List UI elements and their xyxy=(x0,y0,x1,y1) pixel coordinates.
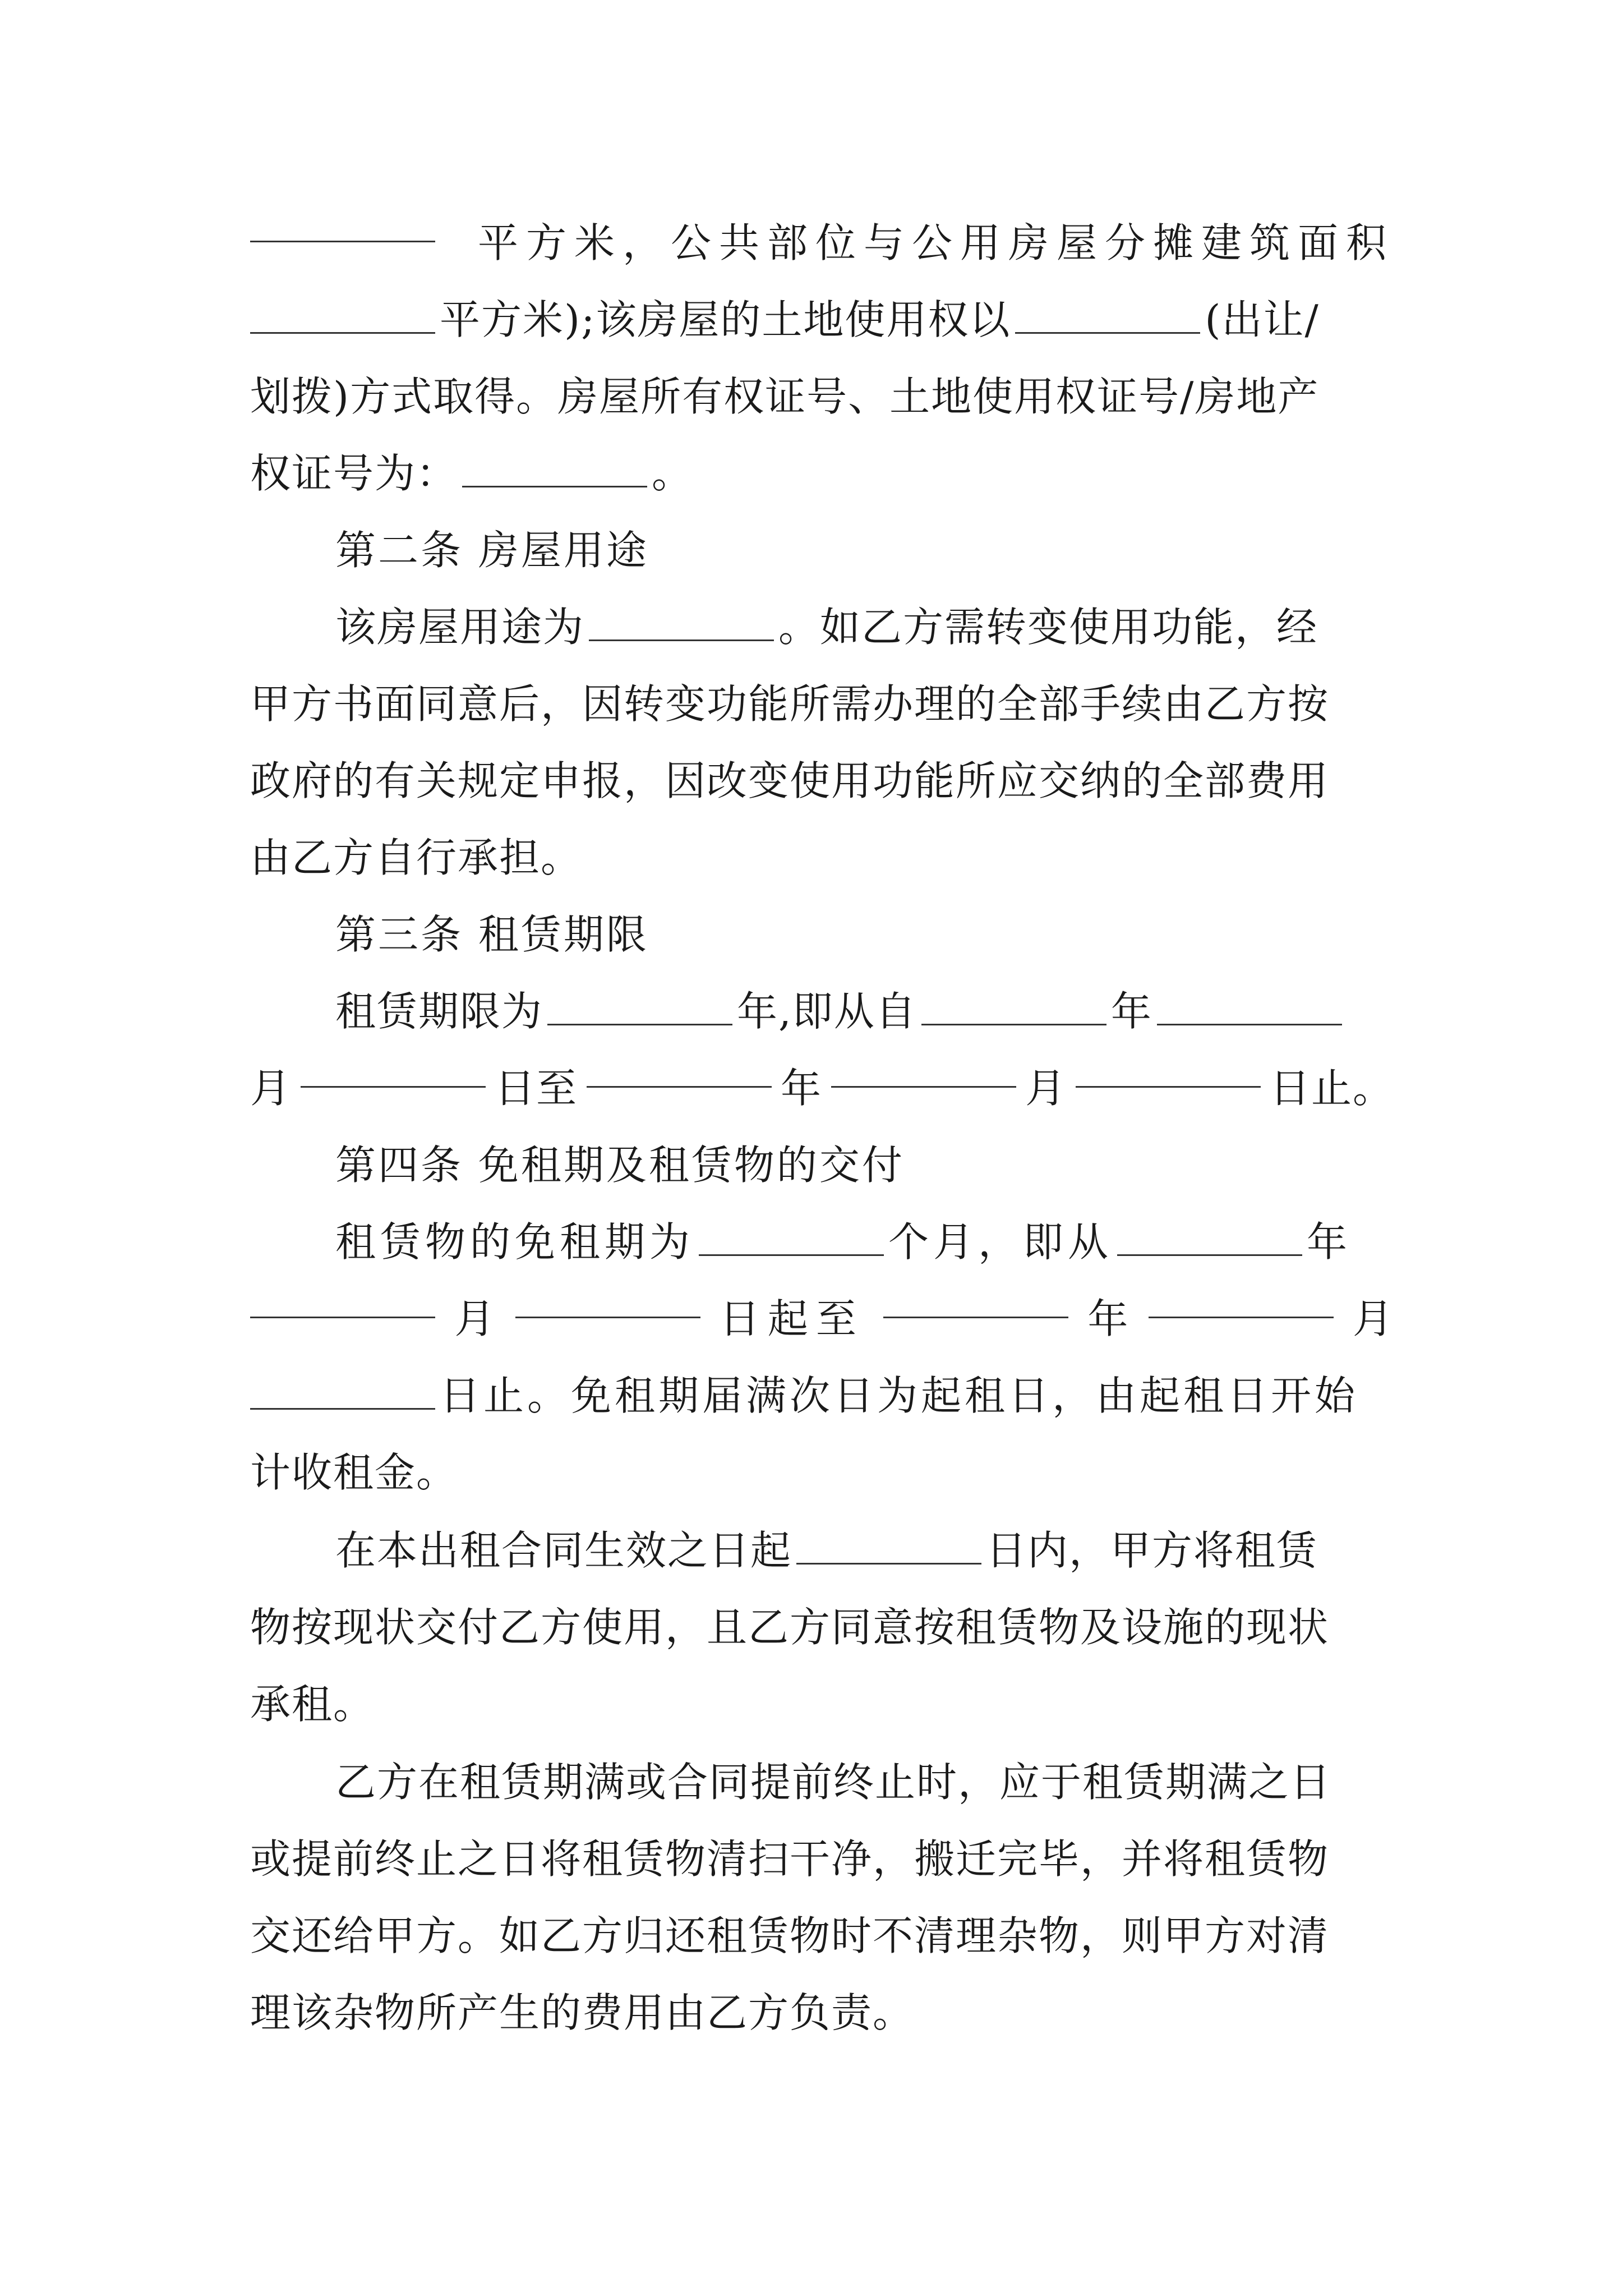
text-segment: 年 xyxy=(1087,1295,1129,1342)
text-segment: 权证号为： xyxy=(250,450,458,497)
fill-blank xyxy=(883,1281,1068,1318)
fill-blank xyxy=(699,1218,884,1256)
section-heading xyxy=(250,896,1394,973)
text-segment: 日起至 xyxy=(719,1295,864,1342)
text-segment: 承租。 xyxy=(250,1681,375,1728)
fill-blank xyxy=(1149,1281,1334,1318)
fill-blank xyxy=(515,1281,700,1318)
text-line xyxy=(250,1589,1394,1666)
text-line xyxy=(250,973,1394,1050)
heading-text: 第四条 免租期及租赁物的交付 xyxy=(335,1142,905,1189)
text-segment: 政府的有关规定申报，因改变使用功能所应交纳的全部费用 xyxy=(250,757,1330,804)
text-line xyxy=(250,282,1394,358)
text-line xyxy=(250,1281,1394,1358)
text-line xyxy=(250,1358,1394,1434)
text-line xyxy=(250,1512,1394,1589)
section-heading xyxy=(250,1127,1394,1204)
text-segment: 月 xyxy=(1352,1295,1394,1342)
fill-blank xyxy=(250,205,435,242)
text-segment: 平方米，公共部位与公用房屋分摊建筑面积 xyxy=(477,219,1394,266)
text-segment: 划拨)方式取得。房屋所有权证号、土地使用权证号/房地产 xyxy=(250,373,1320,420)
text-segment: 月 xyxy=(454,1295,496,1342)
text-line xyxy=(250,1744,1394,1821)
text-line xyxy=(250,1050,1394,1127)
text-segment: (出让/ xyxy=(1205,296,1320,343)
text-segment: 物按现状交付乙方使用，且乙方同意按租赁物及设施的现状 xyxy=(250,1604,1330,1651)
text-line xyxy=(250,820,1394,896)
text-segment: 日止。 xyxy=(1269,1065,1394,1112)
fill-blank xyxy=(1157,988,1342,1025)
fill-blank xyxy=(1076,1050,1261,1088)
text-segment: 计收租金。 xyxy=(250,1449,458,1496)
fill-blank xyxy=(547,988,732,1025)
text-line xyxy=(250,1434,1394,1511)
fill-blank xyxy=(921,988,1106,1025)
fill-blank xyxy=(587,1050,772,1088)
text-segment: 平方米);该房屋的土地使用权以 xyxy=(440,296,1011,343)
fill-blank xyxy=(250,296,435,334)
text-segment: 月 xyxy=(1025,1065,1067,1112)
text-line xyxy=(250,589,1394,666)
text-segment: 年 xyxy=(1110,988,1152,1035)
section-heading xyxy=(250,512,1394,589)
fill-blank xyxy=(589,604,774,641)
text-segment: 年 xyxy=(1307,1218,1352,1266)
document-page xyxy=(250,205,1394,2051)
text-segment: 年,即从自 xyxy=(737,988,917,1035)
text-segment: 交还给甲方。如乙方归还租赁物时不清理杂物，则甲方对清 xyxy=(250,1912,1330,1959)
fill-blank xyxy=(1015,296,1200,334)
heading-text: 第二条 房屋用途 xyxy=(335,527,649,574)
text-line xyxy=(250,435,1394,512)
text-segment: 租赁期限为 xyxy=(335,988,543,1035)
text-line xyxy=(250,205,1394,282)
text-line xyxy=(250,743,1394,820)
fill-blank xyxy=(1117,1218,1302,1256)
text-segment: 个月，即从 xyxy=(888,1218,1113,1266)
text-segment: 在本出租合同生效之日起 xyxy=(335,1527,792,1574)
heading-text: 第三条 租赁期限 xyxy=(335,911,649,958)
text-line xyxy=(250,666,1394,743)
text-segment: 日止。免租期届满次日为起租日，由起租日开始 xyxy=(440,1372,1359,1419)
text-line xyxy=(250,1975,1394,2051)
fill-blank xyxy=(462,450,647,487)
text-segment: 理该杂物所产生的费用由乙方负责。 xyxy=(250,1989,915,2036)
fill-blank xyxy=(831,1050,1016,1088)
text-segment: 租赁物的免租期为 xyxy=(335,1218,695,1266)
text-line xyxy=(250,1666,1394,1743)
text-segment: 。如乙方需转变使用功能，经 xyxy=(778,604,1318,651)
text-segment: 甲方书面同意后，因转变功能所需办理的全部手续由乙方按 xyxy=(250,680,1330,728)
text-line xyxy=(250,358,1394,435)
text-line xyxy=(250,1204,1394,1281)
text-segment: 。 xyxy=(652,450,694,497)
text-segment: 年 xyxy=(780,1065,822,1112)
text-segment: 或提前终止之日将租赁物清扫干净，搬迁完毕，并将租赁物 xyxy=(250,1835,1330,1883)
text-line xyxy=(250,1898,1394,1975)
text-segment: 乙方在租赁期满或合同提前终止时，应于租赁期满之日 xyxy=(335,1759,1332,1806)
fill-blank xyxy=(301,1050,486,1088)
fill-blank xyxy=(250,1281,435,1318)
text-segment: 月 xyxy=(250,1065,292,1112)
fill-blank xyxy=(250,1372,435,1410)
text-segment: 日至 xyxy=(494,1065,578,1112)
text-segment: 该房屋用途为 xyxy=(335,604,585,651)
text-segment: 由乙方自行承担。 xyxy=(250,834,583,881)
fill-blank xyxy=(796,1527,981,1565)
text-line xyxy=(250,1821,1394,1898)
text-segment: 日内，甲方将租赁 xyxy=(986,1527,1318,1574)
